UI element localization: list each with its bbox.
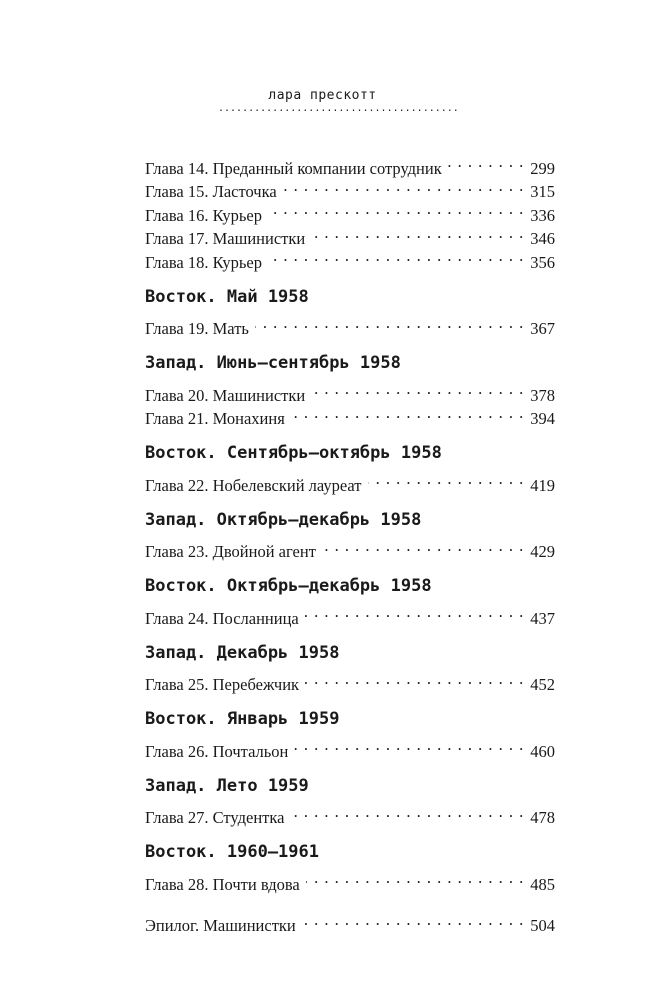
toc-entry-title: Глава 21. Монахиня [145,409,285,428]
toc-entry-title: Глава 19. Мать [145,319,249,338]
section-heading: Восток. Май 1958 [145,286,309,307]
section-heading: Восток. Январь 1959 [145,709,340,729]
dot-leader [306,866,524,890]
toc-entry-title: Глава 22. Нобелевский лауреат [145,475,362,495]
toc-entry-page: 336 [530,205,555,225]
dot-leader [268,197,524,221]
dot-leader [268,244,524,268]
running-header: лара прескотт [268,88,377,103]
toc-entry-title: Глава 27. Студентка [145,808,285,827]
dot-leader [291,401,524,425]
toc-entry-epilogue [145,908,555,935]
dot-leader [311,377,524,401]
toc-entry-title: Глава 23. Двойной агент [145,542,316,561]
toc-entry-page: 394 [530,409,555,428]
dot-leader [322,534,524,558]
toc-entry-title: Глава 14. Преданный компании сотрудник [145,158,442,178]
dot-leader [311,221,524,245]
toc-entry-title: Глава 18. Курьер [145,252,262,272]
dot-leader [255,311,524,335]
section-heading: Запад. Лето 1959 [145,775,309,796]
toc-entry-title: Глава 17. Машинистки [145,229,306,248]
section-heading: Восток. 1960–1961 [145,842,319,862]
header-dotted-rule: ........................................ [218,104,459,114]
toc-entry-page: 452 [530,675,555,694]
toc-entry-page: 437 [530,608,555,628]
toc-entry-ch24 [145,600,555,628]
dot-leader [290,800,524,824]
dot-leader [368,467,525,491]
toc-entry-title: Эпилог. Машинистки [145,916,296,935]
section-heading: Восток. Октябрь–декабрь 1958 [145,576,432,596]
toc-entry-page: 504 [530,916,555,935]
section-heading: Запад. Июнь–сентябрь 1958 [145,353,401,373]
toc-entry-title: Глава 28. Почти вдова [145,874,300,894]
section-heading: Восток. Сентябрь–октябрь 1958 [145,443,442,463]
toc-entry-title: Глава 15. Ласточка [145,182,277,201]
section-heading: Запад. Декабрь 1958 [145,642,340,663]
toc-entry-ch20 [145,377,555,405]
dot-leader [294,733,524,757]
toc-entry-ch27 [145,800,555,827]
dot-leader [302,908,524,932]
toc-entry-title: Глава 26. Почтальон [145,741,289,761]
toc-entry-page: 419 [530,475,555,495]
toc-entry-page: 460 [530,741,555,761]
toc-entry-ch14 [145,150,555,178]
toc-entry-title: Глава 24. Посланница [145,608,299,628]
toc-entry-page: 315 [530,182,555,201]
dot-leader [448,150,525,174]
table-of-contents [145,150,555,935]
toc-entry-page: 346 [530,229,555,248]
toc-entry-page: 485 [530,874,555,894]
dot-leader [305,667,524,691]
toc-entry-page: 429 [530,542,555,561]
toc-entry-page: 378 [530,385,555,405]
toc-entry-title: Глава 16. Курьер [145,205,262,225]
section-heading: Запад. Октябрь–декабрь 1958 [145,509,422,530]
dot-leader [283,174,525,198]
dot-leader [305,600,525,624]
toc-entry-title: Глава 25. Перебежчик [145,675,300,694]
toc-entry-ch23 [145,534,555,561]
toc-entry-page: 356 [530,252,555,272]
toc-entry-page: 478 [530,808,555,827]
toc-entry-ch26 [145,733,555,761]
toc-entry-page: 367 [530,319,555,338]
toc-entry-ch19 [145,311,555,338]
toc-entry-title: Глава 20. Машинистки [145,385,306,405]
toc-entry-ch28 [145,866,555,894]
toc-entry-ch22 [145,467,555,495]
toc-entry-page: 299 [530,158,555,178]
toc-entry-ch25 [145,667,555,694]
